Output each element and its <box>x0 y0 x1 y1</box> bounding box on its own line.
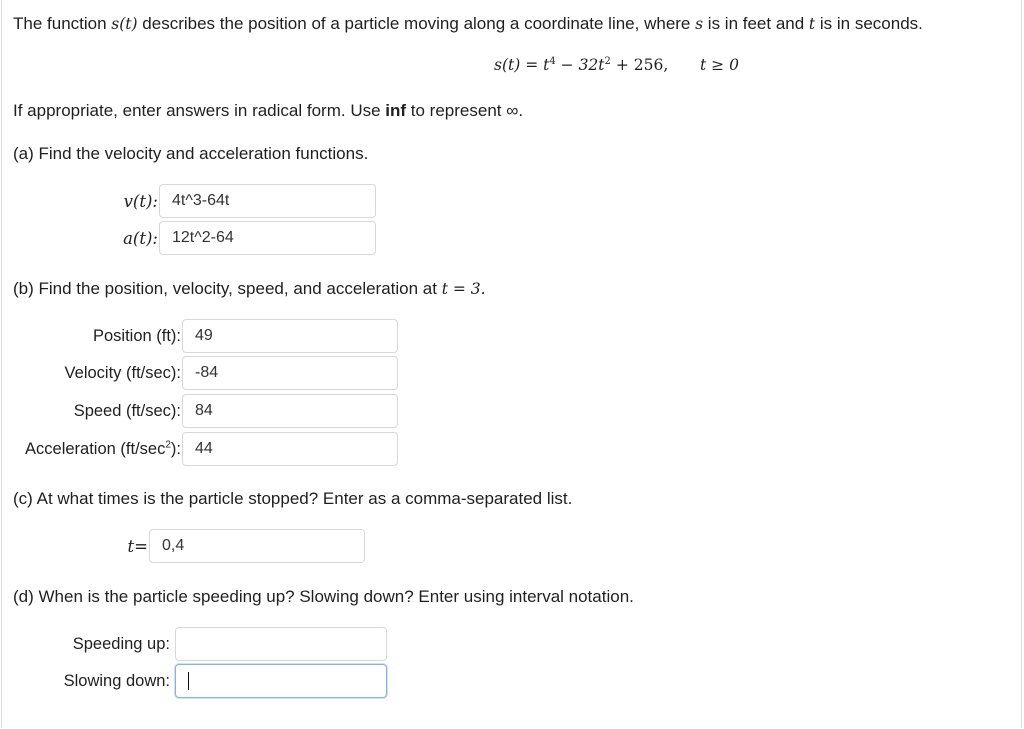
slowing-down-label: Slowing down: <box>63 672 170 690</box>
speeding-up-label: Speeding up: <box>72 635 170 653</box>
acceleration-value-label <box>0 440 181 459</box>
intro-function: s(t) <box>111 15 138 33</box>
part-b-question-text: (b) Find the position, velocity, speed, and acceleration at <box>13 279 442 298</box>
text-cursor <box>188 672 189 690</box>
intro-text-suffix: is in seconds. <box>815 14 923 33</box>
intro-text: The function <box>13 14 112 33</box>
part-a-question: (a) Find the velocity and acceleration functions. <box>13 144 369 163</box>
equation-exp2: 2 <box>604 55 611 67</box>
instructions <box>13 101 523 121</box>
problem-statement <box>13 14 923 34</box>
equation-rhs: + 256, <box>610 56 669 74</box>
intro-var-t: t <box>808 15 816 33</box>
speeding-up-input[interactable] <box>175 627 387 661</box>
acceleration-function-label: a(t): <box>123 229 158 248</box>
part-b-question <box>13 279 486 299</box>
instructions-suffix: to represent ∞. <box>406 101 524 120</box>
part-c-question: (c) At what times is the particle stopped? Enter as a comma-separated list. <box>13 489 573 508</box>
slowing-down-input[interactable] <box>175 664 387 698</box>
intro-var-s: s <box>695 15 704 33</box>
equation-exp1: 4 <box>549 55 556 67</box>
velocity-value-label: Velocity (ft/sec): <box>64 364 181 382</box>
position-equation <box>494 55 739 74</box>
acceleration-label-exp: 2 <box>165 439 171 451</box>
instructions-text: If appropriate, enter answers in radical form. Use <box>13 101 386 120</box>
intro-text-mid2: is in feet and <box>703 14 809 33</box>
intro-text-mid: describes the position of a particle moving along a coordinate line, where <box>137 14 696 33</box>
equation-mid: − 32t <box>555 56 605 74</box>
speed-label: Speed (ft/sec): <box>73 402 181 420</box>
velocity-label: v(t): <box>123 192 158 211</box>
acceleration-label-suffix: ): <box>170 440 181 458</box>
equation-lhs: s(t) = t <box>494 56 550 74</box>
stopped-times-input[interactable]: 0,4 <box>149 529 365 563</box>
position-label: Position (ft): <box>92 327 181 345</box>
stopped-times-label: t= <box>127 537 148 556</box>
acceleration-value-input[interactable]: 44 <box>182 432 398 466</box>
position-input[interactable]: 49 <box>182 319 398 353</box>
equation-condition: t ≥ 0 <box>700 56 739 74</box>
part-b-question-math: t = 3. <box>441 280 486 298</box>
velocity-value-input[interactable]: -84 <box>182 356 398 390</box>
speed-input[interactable]: 84 <box>182 394 398 428</box>
acceleration-label-text: Acceleration (ft/sec <box>25 440 166 458</box>
part-d-question: (d) When is the particle speeding up? Slowing down? Enter using interval notation. <box>13 587 634 606</box>
acceleration-function-input[interactable]: 12t^2-64 <box>159 221 376 255</box>
instructions-keyword: inf <box>385 101 407 120</box>
velocity-input[interactable]: 4t^3-64t <box>159 184 376 218</box>
